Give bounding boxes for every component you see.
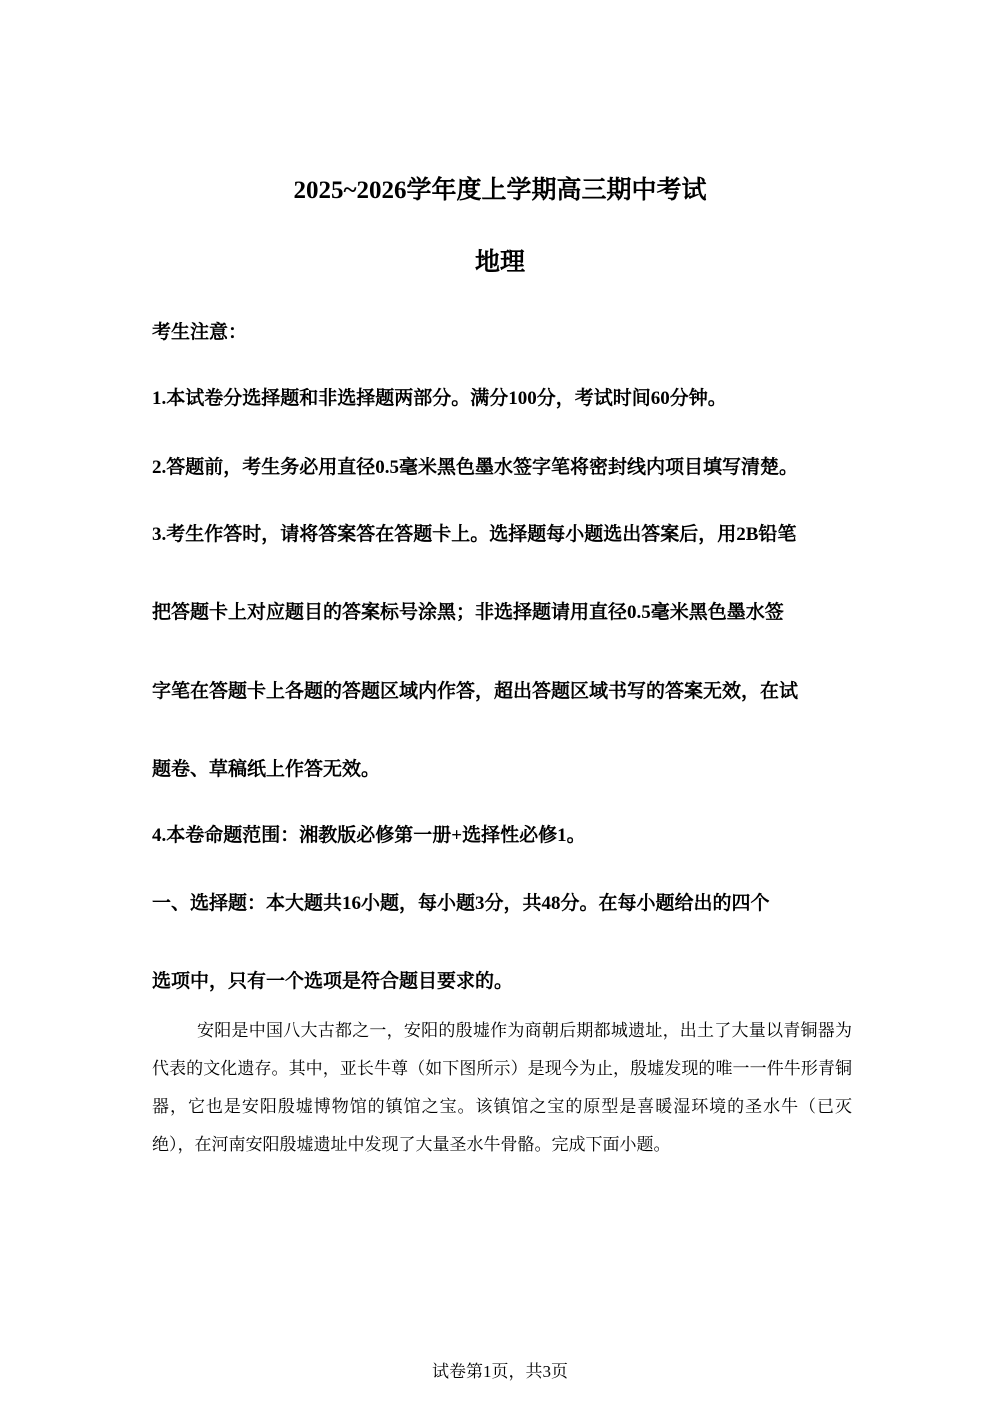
exam-subject: 地理 — [474, 249, 525, 276]
exam-title: 2025~2026学年度上学期高三期中考试 — [293, 177, 707, 204]
notice-item-3-line-3: 字笔在答题卡上各题的答题区域内作答，超出答题区域书写的答案无效，在试 — [152, 681, 799, 702]
notice-item-4: 4.本卷命题范围：湘教版必修第一册+选择性必修1。 — [152, 825, 586, 846]
notice-heading: 考生注意： — [152, 322, 248, 343]
notice-item-3-line-2: 把答题卡上对应题目的答案标号涂黑；非选择题请用直径0.5毫米黑色墨水签 — [152, 602, 784, 623]
notice-item-3-line-1: 3.考生作答时，请将答案答在答题卡上。选择题每小题选出答案后，用2B铅笔 — [152, 524, 797, 545]
notice-item-1: 1.本试卷分选择题和非选择题两部分。满分100分，考试时间60分钟。 — [152, 388, 727, 409]
section-heading-line-1: 一、选择题：本大题共16小题，每小题3分，共48分。在每小题给出的四个 — [152, 893, 770, 914]
question-passage: 安阳是中国八大古都之一，安阳的殷墟作为商朝后期都城遗址，出土了大量以青铜器为代表的文化遗存。其中，亚长牛尊（如下图所示）是现今为止，殷墟发现的唯一一件牛形青铜器，它也是安阳殷墟博物馆的镇馆之宝。该镇馆之宝的原型是喜暖湿环境的圣水牛（已灭绝），在河南安阳殷墟遗址中发现了大量圣水牛骨骼。完成下面小题。 — [152, 1021, 852, 1155]
section-heading-line-2: 选项中，只有一个选项是符合题目要求的。 — [152, 971, 514, 992]
notice-item-3-line-4: 题卷、草稿纸上作答无效。 — [152, 759, 381, 780]
notice-item-2: 2.答题前，考生务必用直径0.5毫米黑色墨水签字笔将密封线内项目填写清楚。 — [152, 457, 799, 478]
page-footer: 试卷第1页，共3页 — [432, 1362, 568, 1381]
